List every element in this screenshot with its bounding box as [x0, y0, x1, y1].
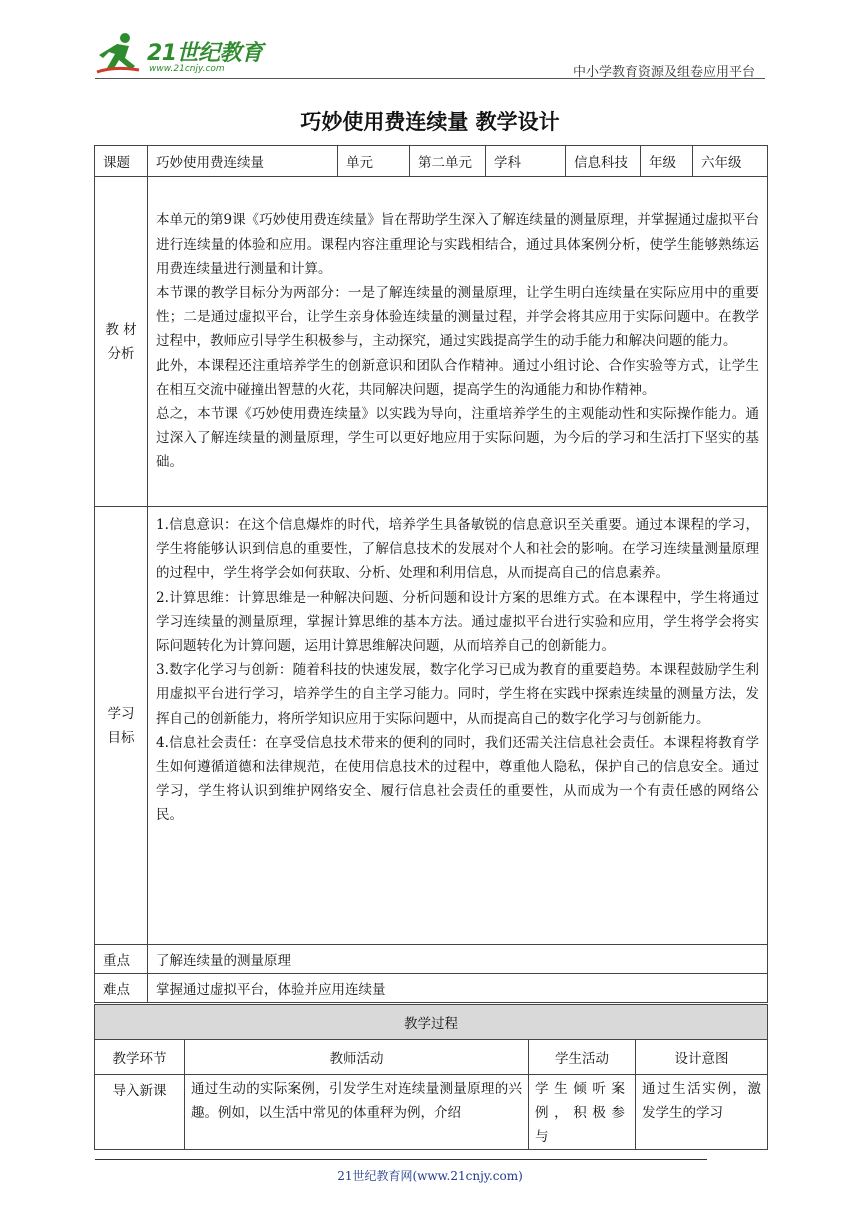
platform-name: 中小学教育资源及组卷应用平台 [572, 65, 755, 80]
logo [95, 28, 265, 78]
process-row [95, 1075, 768, 1150]
topic-label: 课题 [95, 146, 148, 177]
process-title-row [95, 1005, 768, 1040]
difficulty-label: 难点 [95, 974, 148, 1003]
header-student: 学生活动 [529, 1040, 636, 1075]
goal-paragraph: 2.计算思维：计算思维是一种解决问题、分析问题和设计方案的思维方式。在本课程中，学生将通过学习连续量的测量原理，掌握计算思维的基本方法。通过虚拟平台进行实验和应用，学生将学会将实际问题转化为计算问题，运用计算思维解决问题，从而培养自己的创新能力。 [156, 589, 759, 655]
key-point-row [95, 945, 768, 974]
unit-value: 第二单元 [410, 146, 486, 177]
header-intent: 设计意图 [636, 1040, 768, 1075]
goal-paragraph: 4.信息社会责任：在享受信息技术带来的便利的同时，我们还需关注信息社会责任。本课程将教育学生如何遵循道德和法律规范，在使用信息技术的过程中，尊重他人隐私，保护自己的信息安全。通过学习，学生将认识到维护网络安全、履行信息社会责任的重要性，从而成为一个有责任感的网络公民。 [156, 734, 759, 824]
material-paragraph: 此外，本课程还注重培养学生的创新意识和团队合作精神。通过小组讨论、合作实验等方式，让学生在相互交流中碰撞出智慧的火花，共同解决问题，提高学生的沟通能力和协作精神。 [156, 357, 759, 398]
header-teacher: 教师活动 [185, 1040, 529, 1075]
process-header-row [95, 1040, 768, 1075]
learning-goals-row [95, 507, 768, 945]
runner-logo-icon [95, 30, 145, 76]
material-label-line1: 教 材 [105, 321, 137, 338]
footer-divider [95, 1159, 707, 1160]
material-paragraph: 本节课的教学目标分为两部分：一是了解连续量的测量原理，让学生明白连续量在实际应用中的重要性；二是通过虚拟平台，让学生亲身体验连续量的测量过程，并学会将其应用于实际问题中。在教学过程中，教师应引导学生积极参与，主动探究，通过实践提高学生的动手能力和解决问题的能力。 [156, 284, 759, 350]
logo-url: www.21cnjy.com [149, 64, 225, 74]
process-title: 教学过程 [95, 1005, 768, 1040]
material-analysis-label [95, 177, 148, 507]
grade-value: 六年级 [693, 146, 768, 177]
page-header [95, 28, 765, 80]
unit-label: 单元 [338, 146, 410, 177]
key-point-value: 了解连续量的测量原理 [148, 945, 768, 974]
goal-paragraph: 1.信息意识：在这个信息爆炸的时代，培养学生具备敏锐的信息意识至关重要。通过本课程的学习，学生将能够认识到信息的重要性，了解信息技术的发展对个人和社会的影响。在学习连续量测量原理的过程中，学生将学会如何获取、分析、处理和利用信息，从而提高自己的信息素养。 [156, 517, 759, 582]
document-title: 巧妙使用费连续量 教学设计 [300, 110, 560, 134]
header-divider [95, 78, 765, 79]
info-row [95, 146, 768, 177]
material-paragraph: 总之，本节课《巧妙使用费连续量》以实践为导向，注重培养学生的主观能动性和实际操作能力。通过深入了解连续量的测量原理，学生可以更好地应用于实际问题，为今后的学习和生活打下坚实的基础。 [156, 406, 759, 471]
goals-label-line2: 目标 [107, 729, 135, 746]
subject-value: 信息科技 [566, 146, 641, 177]
learning-goals-content [148, 507, 768, 945]
header-stage: 教学环节 [95, 1040, 185, 1075]
material-label-line2: 分析 [107, 345, 135, 362]
logo-text: 21世纪教育 [147, 41, 263, 66]
lesson-info-table [94, 145, 768, 1003]
key-point-label: 重点 [95, 945, 148, 974]
topic-value: 巧妙使用费连续量 [148, 146, 338, 177]
footer-text: 21世纪教育网(www.21cnjy.com) [337, 1169, 523, 1183]
difficulty-value: 掌握通过虚拟平台，体验并应用连续量 [148, 974, 768, 1003]
student-cell: 学生倾听案例，积极参与 [529, 1075, 636, 1150]
grade-label: 年级 [641, 146, 693, 177]
difficulty-row [95, 974, 768, 1003]
goal-paragraph: 3.数字化学习与创新：随着科技的快速发展，数字化学习已成为教育的重要趋势。本课程鼓励学生利用虚拟平台进行学习，培养学生的自主学习能力。同时，学生将在实践中探索连续量的测量方法，发挥自己的创新能力，将所学知识应用于实际问题中，从而提高自己的数字化学习与创新能力。 [156, 662, 759, 727]
material-paragraph: 本单元的第9课《巧妙使用费连续量》旨在帮助学生深入了解连续量的测量原理，并掌握通过虚拟平台进行连续量的体验和应用。课程内容注重理论与实践相结合，通过具体案例分析，使学生能够熟练运用费连续量进行测量和计算。 [156, 212, 759, 277]
teacher-cell: 通过生动的实际案例，引发学生对连续量测量原理的兴趣。例如，以生活中常见的体重秤为例，介绍 [185, 1075, 529, 1150]
intent-cell: 通过生活实例，激发学生的学习 [636, 1075, 768, 1150]
stage-cell: 导入新课 [95, 1075, 185, 1150]
material-analysis-row [95, 177, 768, 507]
teaching-process-table [94, 1004, 768, 1150]
goals-label-line1: 学习 [107, 705, 135, 722]
material-analysis-content [148, 177, 768, 507]
subject-label: 学科 [486, 146, 566, 177]
learning-goals-label [95, 507, 148, 945]
